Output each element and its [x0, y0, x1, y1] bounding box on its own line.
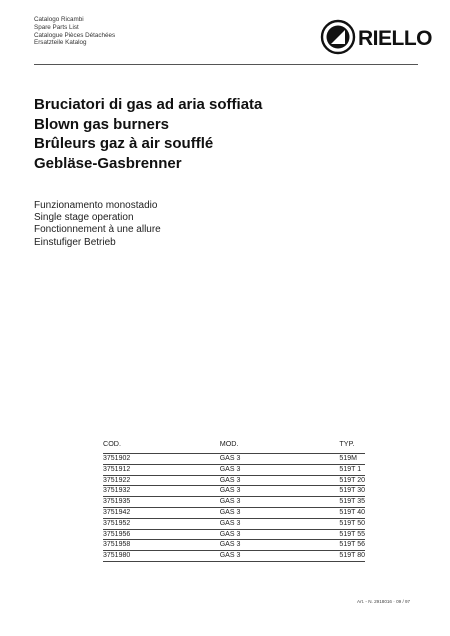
cell-typ: 519T 20	[339, 475, 365, 486]
table-row	[103, 518, 365, 529]
title-de: Gebläse-Gasbrenner	[34, 154, 182, 172]
cell-mod: GAS 3	[220, 497, 340, 508]
title-en: Blown gas burners	[34, 115, 170, 133]
catalog-line-en: Spare Parts List	[34, 23, 79, 31]
table-header-row	[103, 438, 365, 454]
cell-typ: 519T 35	[339, 497, 365, 508]
catalog-line-de: Ersatzteile Katalog	[34, 39, 87, 47]
table-row	[103, 475, 365, 486]
cell-typ: 519T 1	[339, 464, 365, 475]
cell-mod: GAS 3	[220, 486, 340, 497]
header-divider	[34, 64, 418, 65]
cell-cod: 3751942	[103, 507, 220, 518]
operation-de: Einstufiger Betrieb	[34, 236, 116, 248]
header-cod: COD.	[103, 439, 121, 448]
cell-cod: 3751932	[103, 486, 220, 497]
logo-text: RIELLO	[358, 27, 432, 50]
cell-typ: 519T 40	[339, 507, 365, 518]
cell-cod: 3751952	[103, 518, 220, 529]
cell-mod: GAS 3	[220, 507, 340, 518]
table-row	[103, 540, 365, 551]
header-mod: MOD.	[219, 439, 239, 448]
table-row	[103, 551, 365, 562]
cell-cod: 3751935	[103, 497, 220, 508]
table-row	[103, 529, 365, 540]
cell-typ: 519T 50	[339, 518, 365, 529]
cell-typ: 519M	[339, 454, 365, 465]
riello-logo	[319, 18, 432, 60]
cell-mod: GAS 3	[220, 540, 340, 551]
cell-mod: GAS 3	[220, 518, 340, 529]
catalog-header	[34, 16, 115, 47]
cell-typ: 519T 30	[339, 486, 365, 497]
cell-typ: 519T 55	[339, 529, 365, 540]
cell-cod: 3751956	[103, 529, 220, 540]
riello-emblem-icon	[319, 18, 357, 56]
header-typ: TYP.	[339, 439, 355, 448]
document-code: Art. - N. 2918016 · 09 / 97	[357, 599, 411, 604]
title-it: Bruciatori di gas ad aria soffiata	[34, 96, 263, 113]
operation-block	[34, 200, 161, 249]
catalog-line-it: Catalogo Ricambi	[34, 16, 84, 23]
operation-fr: Fonctionnement à une allure	[34, 224, 161, 236]
cell-cod: 3751922	[103, 475, 220, 486]
cell-cod: 3751902	[103, 454, 220, 465]
cell-mod: GAS 3	[220, 475, 340, 486]
cell-mod: GAS 3	[220, 551, 340, 562]
table-row	[103, 486, 365, 497]
cell-typ: 519T 56	[339, 540, 365, 551]
table-row	[103, 454, 365, 465]
title-fr: Brûleurs gaz à air soufflé	[34, 135, 214, 152]
cell-cod: 3751912	[103, 464, 220, 475]
cell-mod: GAS 3	[220, 454, 340, 465]
table-row	[103, 497, 365, 508]
operation-it: Funzionamento monostadio	[34, 200, 158, 211]
table-row	[103, 464, 365, 475]
operation-en: Single stage operation	[34, 212, 134, 224]
cell-mod: GAS 3	[220, 464, 340, 475]
cell-typ: 519T 80	[339, 551, 365, 562]
title-block	[34, 95, 262, 173]
parts-table	[103, 438, 365, 562]
table-row	[103, 507, 365, 518]
catalog-line-fr: Catalogue Pièces Détachées	[34, 31, 116, 39]
cell-cod: 3751980	[103, 551, 220, 562]
cell-cod: 3751958	[103, 540, 220, 551]
cell-mod: GAS 3	[220, 529, 340, 540]
